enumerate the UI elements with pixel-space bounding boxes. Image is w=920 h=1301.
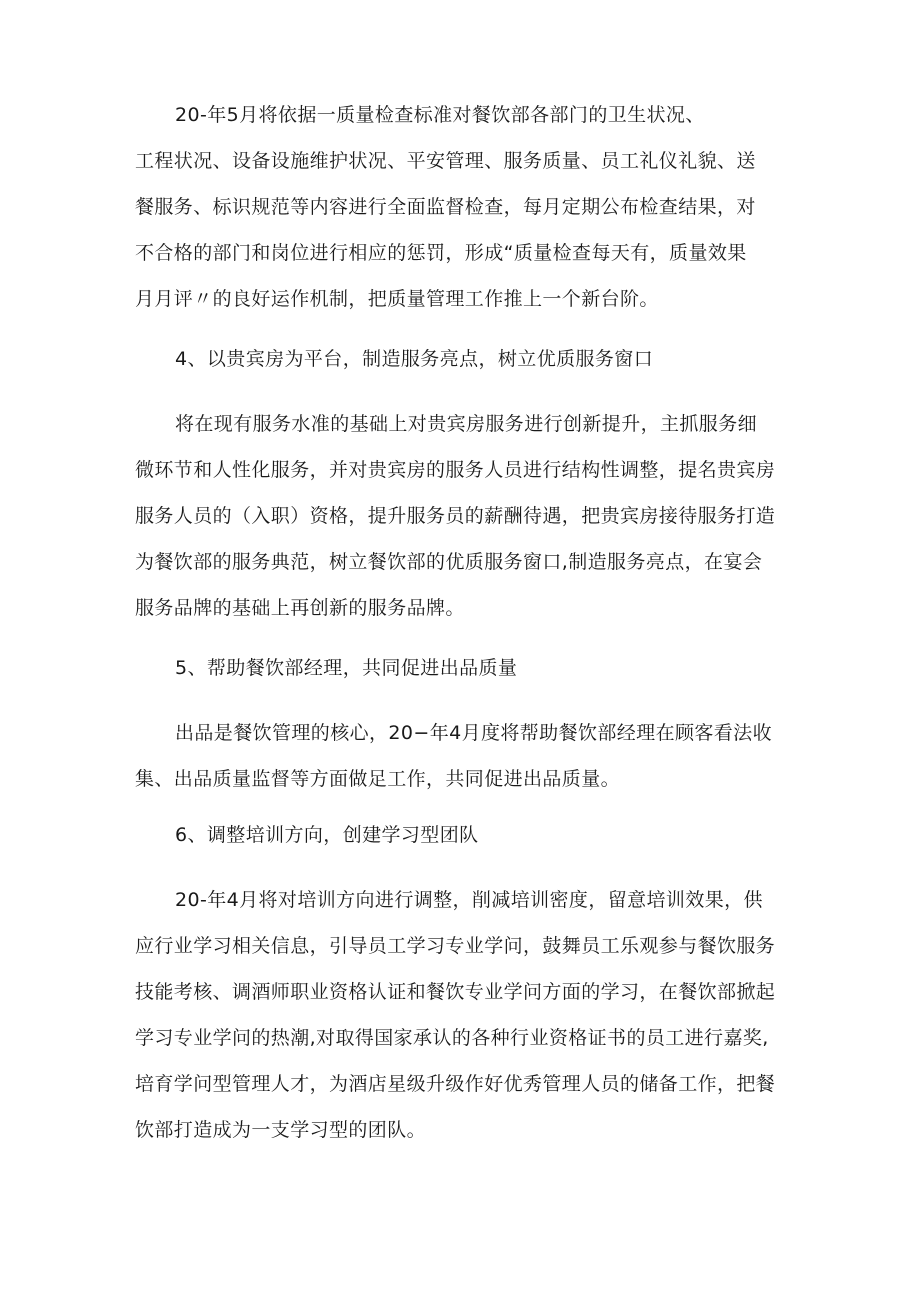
paragraph-line: 不合格的部门和岗位进行相应的惩罚，形成“质量检查每天有，质量效果 xyxy=(135,242,747,264)
section-heading-5: 5、帮助餐饮部经理，共同促进出品质量 xyxy=(175,657,518,679)
section-heading-4: 4、以贵宾房为平台，制造服务亮点，树立优质服务窗口 xyxy=(175,348,654,370)
paragraph-line: 餐服务、标识规范等内容进行全面监督检查，每月定期公布检查结果，对 xyxy=(135,196,756,218)
paragraph-line: 工程状况、设备设施维护状况、平安管理、服务质量、员工礼仪礼貌、送 xyxy=(135,150,756,172)
paragraph-line: 应行业学习相关信息，引导员工学习专业学问，鼓舞员工乐观参与餐饮服务 xyxy=(135,935,776,957)
paragraph-line: 培育学问型管理人才，为酒店星级升级作好优秀管理人员的储备工作，把餐 xyxy=(135,1073,776,1095)
paragraph-quality-inspection xyxy=(135,92,795,322)
paragraph-line: 饮部打造成为一支学习型的团队。 xyxy=(135,1119,427,1141)
paragraph-line: 微环节和人性化服务，并对贵宾房的服务人员进行结构性调整，提名贵宾房 xyxy=(135,459,776,481)
paragraph-line: 服务品牌的基础上再创新的服务品牌。 xyxy=(135,597,465,619)
paragraph-line: 学习专业学问的热潮,对取得国家承认的各种行业资格证书的员工进行嘉奖, xyxy=(135,1027,769,1049)
paragraph-line: 为餐饮部的服务典范，树立餐饮部的优质服务窗口,制造服务亮点，在宴会 xyxy=(135,551,763,573)
paragraph-line: 将在现有服务水准的基础上对贵宾房服务进行创新提升，主抓服务细 xyxy=(175,413,758,435)
paragraph-product-quality xyxy=(135,710,795,802)
paragraph-training xyxy=(135,877,795,1153)
paragraph-line: 服务人员的（入职）资格，提升服务员的薪酬待遇，把贵宾房接待服务打造 xyxy=(135,505,776,527)
paragraph-line: 月月评〃的良好运作机制，把质量管理工作推上一个新台阶。 xyxy=(135,288,659,310)
paragraph-line: 出品是餐饮管理的核心，20−年4月度将帮助餐饮部经理在顾客看法收 xyxy=(175,722,772,744)
paragraph-line: 20-年5月将依据一质量检查标准对餐饮部各部门的卫生状况、 xyxy=(175,104,705,126)
paragraph-line: 技能考核、调酒师职业资格认证和餐饮专业学问方面的学习，在餐饮部掀起 xyxy=(135,981,776,1003)
section-heading-6: 6、调整培训方向，创建学习型团队 xyxy=(175,824,479,846)
paragraph-vip-room xyxy=(135,401,795,631)
paragraph-line: 20-年4月将对培训方向进行调整，削减培训密度，留意培训效果，供 xyxy=(175,889,763,911)
paragraph-line: 集、出品质量监督等方面做足工作，共同促进出品质量。 xyxy=(135,768,621,790)
